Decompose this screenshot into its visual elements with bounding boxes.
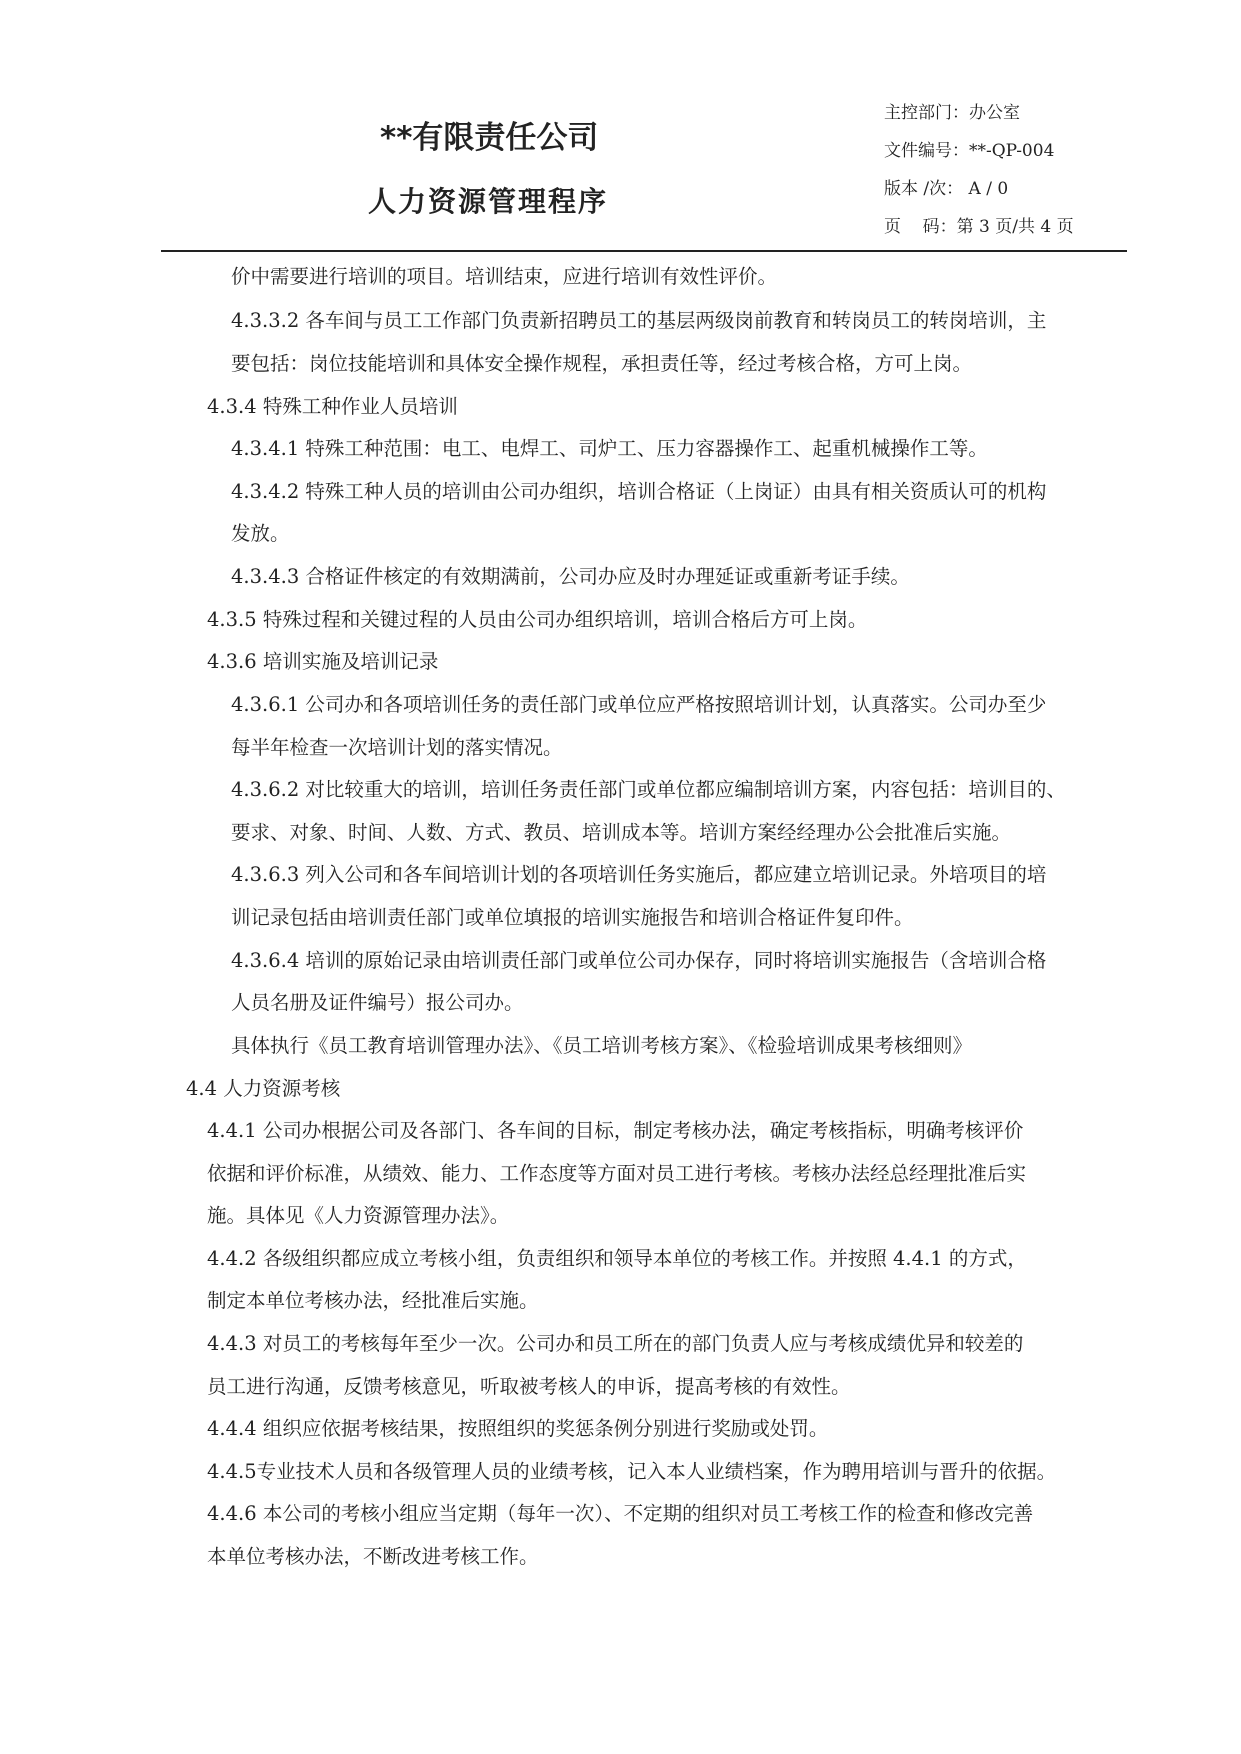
body-line: 4.3.6.2 对比较重大的培训，培训任务责任部门或单位都应编制培训方案，内容包括：培训目的、 bbox=[231, 778, 1066, 801]
body-line: 4.3.4.3 合格证件核定的有效期满前，公司办应及时办理延证或重新考证手续。 bbox=[231, 565, 910, 588]
meta-department: 主控部门：办公室 bbox=[884, 103, 1020, 123]
body-line: 发放。 bbox=[231, 522, 290, 545]
body-line: 人员名册及证件编号）报公司办。 bbox=[231, 991, 524, 1014]
meta-page-number: 页 码：第 3 页/共 4 页 bbox=[884, 217, 1074, 237]
body-line: 4.4.1 公司办根据公司及各部门、各车间的目标，制定考核办法，确定考核指标，明确考核评价 bbox=[207, 1119, 1024, 1142]
header-divider bbox=[161, 250, 1127, 252]
body-line: 员工进行沟通，反馈考核意见，听取被考核人的申诉，提高考核的有效性。 bbox=[207, 1375, 851, 1398]
body-line: 制定本单位考核办法，经批准后实施。 bbox=[207, 1289, 539, 1312]
body-line: 4.4.6 本公司的考核小组应当定期（每年一次）、不定期的组织对员工考核工作的检查和修改完善 bbox=[207, 1502, 1034, 1525]
body-line: 本单位考核办法，不断改进考核工作。 bbox=[207, 1545, 539, 1568]
body-line: 4.4.2 各级组织都应成立考核小组，负责组织和领导本单位的考核工作。并按照 4.4.1 的方式， bbox=[207, 1247, 1027, 1270]
body-line: 4.3.6.3 列入公司和各车间培训计划的各项培训任务实施后，都应建立培训记录。外培项目的培 bbox=[231, 863, 1047, 886]
body-line: 4.3.6.4 培训的原始记录由培训责任部门或单位公司办保存，同时将培训实施报告（含培训合格 bbox=[231, 949, 1047, 972]
body-line: 价中需要进行培训的项目。培训结束，应进行培训有效性评价。 bbox=[231, 265, 778, 288]
body-line: 4.3.5 特殊过程和关键过程的人员由公司办组织培训，培训合格后方可上岗。 bbox=[207, 608, 868, 631]
body-line: 施。具体见《人力资源管理办法》。 bbox=[207, 1204, 510, 1227]
body-line: 4.3.3.2 各车间与员工工作部门负责新招聘员工的基层两级岗前教育和转岗员工的转岗培训，主 bbox=[231, 309, 1047, 332]
body-line: 4.3.6.1 公司办和各项培训任务的责任部门或单位应严格按照培训计划，认真落实。公司办至少 bbox=[231, 693, 1047, 716]
body-line: 4.3.4.1 特殊工种范围：电工、电焊工、司炉工、压力容器操作工、起重机械操作工等。 bbox=[231, 437, 988, 460]
company-name: **有限责任公司 bbox=[380, 120, 599, 156]
body-line: 4.3.4.2 特殊工种人员的培训由公司办组织，培训合格证（上岗证）由具有相关资质认可的机构 bbox=[231, 480, 1047, 503]
body-line: 每半年检查一次培训计划的落实情况。 bbox=[231, 736, 563, 759]
body-line: 4.4.3 对员工的考核每年至少一次。公司办和员工所在的部门负责人应与考核成绩优异和较差的 bbox=[207, 1332, 1024, 1355]
body-line: 4.4 人力资源考核 bbox=[186, 1077, 341, 1100]
body-line: 4.3.6 培训实施及培训记录 bbox=[207, 650, 439, 673]
meta-file-number: 文件编号：**-QP-004 bbox=[884, 141, 1055, 161]
meta-version: 版本 /次： A / 0 bbox=[884, 179, 1009, 199]
document-title: 人力资源管理程序 bbox=[368, 185, 609, 218]
body-line: 4.4.5专业技术人员和各级管理人员的业绩考核，记入本人业绩档案，作为聘用培训与晋升的依据。 bbox=[207, 1460, 1057, 1483]
body-line: 要包括：岗位技能培训和具体安全操作规程，承担责任等，经过考核合格，方可上岗。 bbox=[231, 352, 973, 375]
body-line: 4.3.4 特殊工种作业人员培训 bbox=[207, 395, 458, 418]
body-line: 依据和评价标准，从绩效、能力、工作态度等方面对员工进行考核。考核办法经总经理批准后实 bbox=[207, 1162, 1027, 1185]
body-line: 要求、对象、时间、人数、方式、教员、培训成本等。培训方案经经理办公会批准后实施。 bbox=[231, 821, 1012, 844]
body-line: 4.4.4 组织应依据考核结果，按照组织的奖惩条例分别进行奖励或处罚。 bbox=[207, 1417, 829, 1440]
body-line: 具体执行《员工教育培训管理办法》、《员工培训考核方案》、《检验培训成果考核细则》 bbox=[231, 1034, 973, 1057]
body-line: 训记录包括由培训责任部门或单位填报的培训实施报告和培训合格证件复印件。 bbox=[231, 906, 914, 929]
